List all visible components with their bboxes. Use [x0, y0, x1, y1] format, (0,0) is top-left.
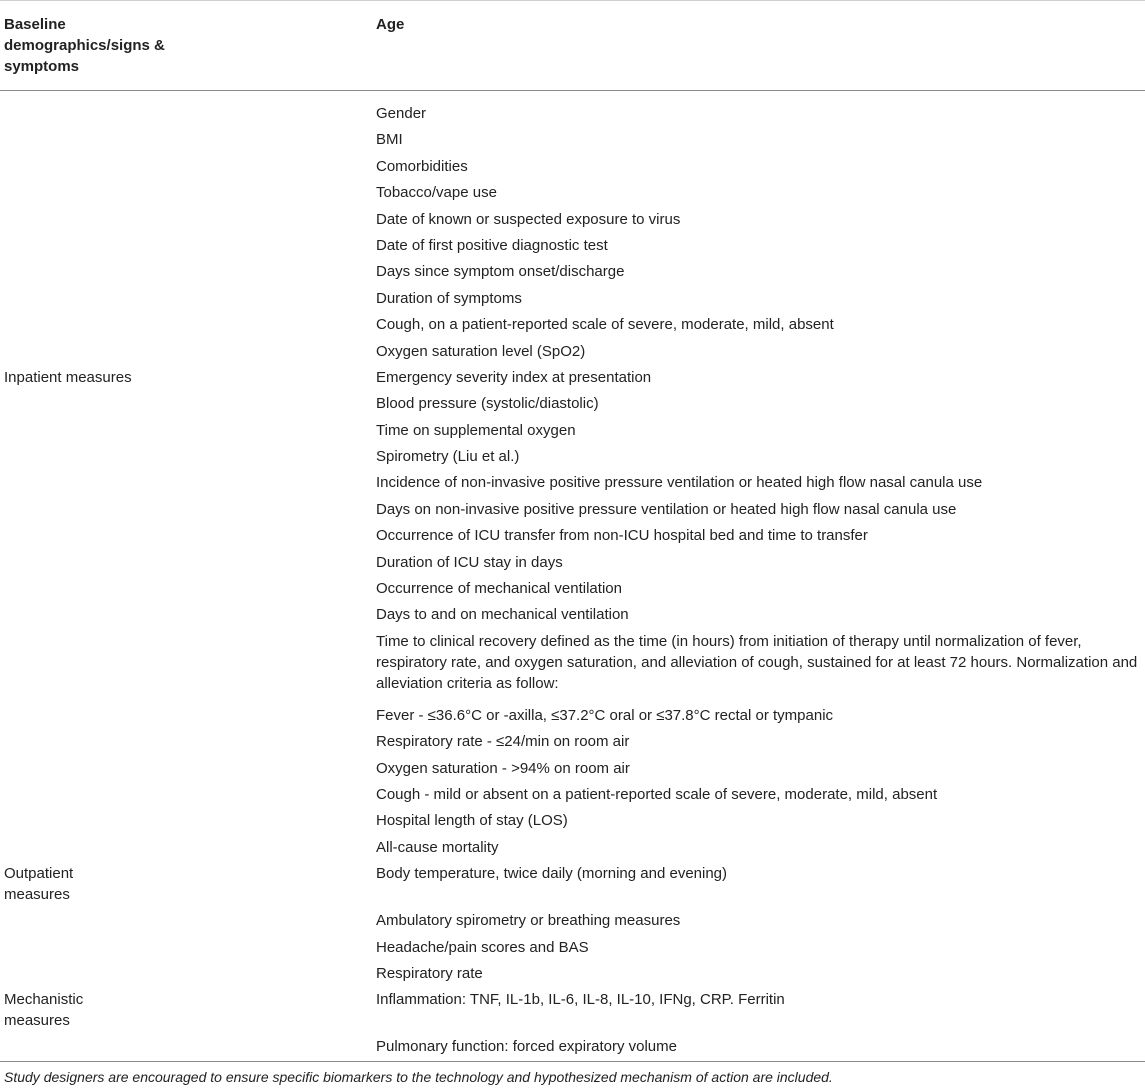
- table-row: [0, 338, 1145, 364]
- row-measure: Gender: [376, 105, 427, 122]
- row-measure: Respiratory rate - ≤24/min on room air: [376, 733, 630, 751]
- row-measure: Duration of ICU stay in days: [376, 553, 563, 571]
- row-measure: Oxygen saturation level (SpO2): [376, 342, 586, 360]
- row-category: Mechanistic measures: [4, 991, 84, 1030]
- row-measure: Blood pressure (systolic/diastolic): [376, 395, 599, 413]
- table-row: [0, 834, 1145, 860]
- header-category: Baseline demographics/signs & symptoms: [4, 16, 165, 75]
- row-measure: Oxygen saturation - >94% on room air: [376, 759, 630, 777]
- row-measure: Respiratory rate: [376, 964, 483, 982]
- table-row: [0, 179, 1145, 205]
- table-row: [0, 807, 1145, 833]
- table-row: [0, 126, 1145, 152]
- row-measure: All-cause mortality: [376, 838, 499, 856]
- table-row: [0, 443, 1145, 469]
- row-category: Outpatient measures: [4, 865, 74, 904]
- row-measure: Days on non-invasive positive pressure ventilation or heated high flow nasal canula use: [376, 500, 957, 518]
- table-row: [0, 522, 1145, 548]
- table-row: [0, 601, 1145, 627]
- row-measure: Body temperature, twice daily (morning and evening): [376, 865, 728, 883]
- row-measure: Occurrence of mechanical ventilation: [376, 580, 622, 598]
- footer-divider: [0, 1061, 1145, 1062]
- row-measure: Date of known or suspected exposure to virus: [376, 210, 681, 228]
- row-measure: BMI: [376, 131, 403, 149]
- table-body: [0, 91, 1145, 1059]
- table-row: [0, 206, 1145, 232]
- row-measure: Ambulatory spirometry or breathing measures: [376, 912, 681, 930]
- table-row: [0, 755, 1145, 781]
- row-measure: Days since symptom onset/discharge: [376, 263, 625, 281]
- table-row: [0, 1033, 1145, 1059]
- table-row: [0, 728, 1145, 754]
- table-row: [0, 153, 1145, 179]
- table-row: [0, 986, 1145, 1033]
- row-measure: Hospital length of stay (LOS): [376, 812, 568, 830]
- row-measure: Emergency severity index at presentation: [376, 368, 652, 386]
- row-measure: Time on supplemental oxygen: [376, 421, 576, 439]
- row-measure: Headache/pain scores and BAS: [376, 938, 589, 956]
- row-measure: Time to clinical recovery defined as the time (in hours) from initiation of therapy until normalization of fever, respiratory rate, and oxygen saturation, and alleviation of cough, sustained for at least 72 hours. Normalization and alleviation criteria as follow:: [376, 632, 1138, 692]
- row-measure: Inflammation: TNF, IL-1b, IL-6, IL-8, IL-10, IFNg, CRP. Ferritin: [376, 991, 785, 1009]
- row-category: Inpatient measures: [4, 368, 132, 386]
- table-row: [0, 628, 1145, 702]
- row-measure: Spirometry (Liu et al.): [376, 448, 520, 466]
- row-measure: Tobacco/vape use: [376, 184, 497, 202]
- header-measure: Age: [376, 16, 405, 33]
- table-row: [0, 781, 1145, 807]
- row-measure: Cough - mild or absent on a patient-reported scale of severe, moderate, mild, absent: [376, 785, 938, 803]
- table-row: [0, 364, 1145, 390]
- table-row: [0, 417, 1145, 443]
- table-row: [0, 575, 1145, 601]
- table-row: [0, 496, 1145, 522]
- table-row: [0, 934, 1145, 960]
- row-measure: Duration of symptoms: [376, 289, 522, 307]
- table-row: [0, 860, 1145, 907]
- table-header: [0, 0, 1145, 91]
- table-row: [0, 960, 1145, 986]
- table-row: [0, 232, 1145, 258]
- table-row: [0, 907, 1145, 933]
- table-row: [0, 469, 1145, 495]
- row-measure: Days to and on mechanical ventilation: [376, 606, 629, 624]
- row-measure: Comorbidities: [376, 157, 468, 175]
- row-measure: Incidence of non-invasive positive pressure ventilation or heated high flow nasal canula use: [376, 474, 983, 492]
- row-measure: Fever - ≤36.6°C or -axilla, ≤37.2°C oral or ≤37.8°C rectal or tympanic: [376, 706, 834, 724]
- table-row: [0, 390, 1145, 416]
- table-row: [0, 311, 1145, 337]
- table-footnote: Study designers are encouraged to ensure specific biomarkers to the technology and hypothesized mechanism of action are included.: [4, 1069, 833, 1085]
- table-row: [0, 285, 1145, 311]
- row-measure: Cough, on a patient-reported scale of severe, moderate, mild, absent: [376, 316, 834, 334]
- table-row: [0, 702, 1145, 728]
- row-measure: Occurrence of ICU transfer from non-ICU hospital bed and time to transfer: [376, 527, 868, 545]
- row-measure: Pulmonary function: forced expiratory volume: [376, 1038, 677, 1056]
- table-row: [0, 100, 1145, 126]
- table-row: [0, 549, 1145, 575]
- table-row: [0, 258, 1145, 284]
- row-measure: Date of first positive diagnostic test: [376, 236, 608, 254]
